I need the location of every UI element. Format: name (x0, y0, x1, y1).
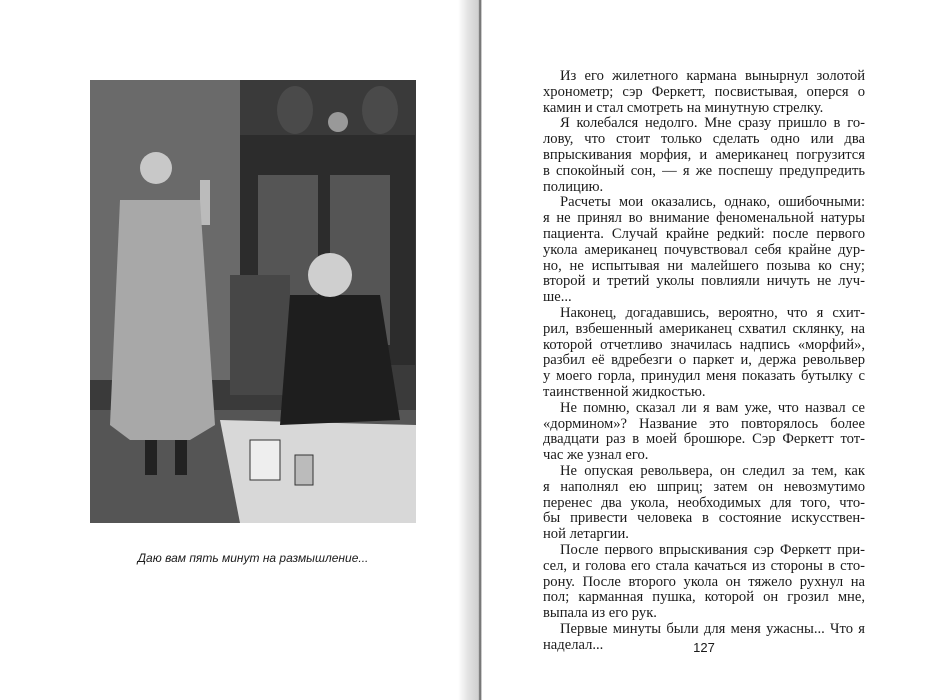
text-line: Первые минуты были для меня ужасны... Что я (560, 620, 865, 637)
text-line: рил, взбешенный американец схватил склянку, на (543, 320, 865, 337)
text-line: двадцати раз в моей брошюре. Сэр Феркетт тот- (543, 431, 865, 448)
text-line: таинственной жидкостью. (543, 383, 706, 400)
text-line: сел, и голова его стала качаться из стороны в сто- (543, 557, 865, 574)
text-line: наделал... (543, 636, 604, 653)
paragraph (543, 543, 865, 622)
text-line: я не принял во внимание феноменальной натуры (543, 210, 865, 227)
text-line: которой отчетливо значилась надпись «морфий», (543, 336, 865, 353)
text-line: выпала из его рук. (543, 605, 657, 622)
illustration (90, 80, 416, 523)
paragraph (543, 464, 865, 543)
text-line: впрыскивания морфия, и американец погрузится (543, 146, 865, 163)
text-line: бы привести человека в состояние искусствен- (543, 510, 865, 527)
page-number: 127 (693, 640, 715, 655)
text-line: камин и стал смотреть на минутную стрелку. (543, 99, 824, 116)
text-line: ной летаргии. (543, 526, 629, 543)
paragraph (543, 116, 865, 195)
illustration-drawing (90, 80, 416, 523)
text-line: полицию. (543, 178, 604, 195)
paragraph (543, 306, 865, 401)
text-line: хронометр; сэр Феркетт, посвистывая, оперся о (543, 83, 865, 100)
text-line: Из его жилетного кармана вынырнул золотой (560, 68, 865, 84)
text-line: Не опуская револьвера, он следил за тем, как (560, 462, 865, 479)
text-line: лову, что стоит только сделать одно или два (543, 131, 865, 148)
body-text (543, 69, 865, 653)
text-line: укола американец почувствовал себя крайне дур- (543, 241, 865, 258)
text-line: я наполнял ею шприц; затем он невозмутимо (543, 478, 865, 495)
text-line: час же узнал его. (543, 447, 649, 464)
text-line: у моего горла, принудил меня показать бутылку с (543, 368, 865, 385)
paragraph (543, 401, 865, 464)
text-line: пол; карманная пушка, которой он грозил мне, (543, 589, 865, 606)
text-line: в спокойный сон, — я же поспешу предупредить (543, 162, 865, 179)
text-line: рону. После второго укола он тяжело рухнул на (543, 573, 865, 590)
text-line: Расчеты мои оказались, однако, ошибочными: (560, 194, 865, 211)
text-line: второй и третий уколы повлияли ничуть не луч- (543, 273, 865, 290)
text-line: Я колебался недолго. Мне сразу пришло в го- (560, 115, 865, 132)
text-line: разбил её вдребезги о паркет и, держа револьвер (543, 352, 865, 369)
text-line: Наконец, догадавшись, вероятно, что я схит- (560, 304, 865, 321)
text-line: После первого впрыскивания сэр Феркетт при- (560, 541, 865, 558)
text-line: но, не испытывая ни малейшего позыва ко сну; (543, 257, 865, 274)
illustration-caption: Даю вам пять минут на размышление... (137, 551, 369, 565)
text-line: перенес два укола, необходимых для того, что- (543, 494, 865, 511)
book-gutter (458, 0, 482, 700)
text-line: Не помню, сказал ли я вам уже, что назвал се (560, 399, 865, 416)
text-line: ше... (543, 289, 572, 306)
paragraph (543, 195, 865, 306)
text-line: «дормином»? Название это повторялось более (543, 415, 865, 432)
text-line: пациента. Случай крайне редкий: после первого (543, 225, 865, 242)
paragraph (543, 69, 865, 116)
